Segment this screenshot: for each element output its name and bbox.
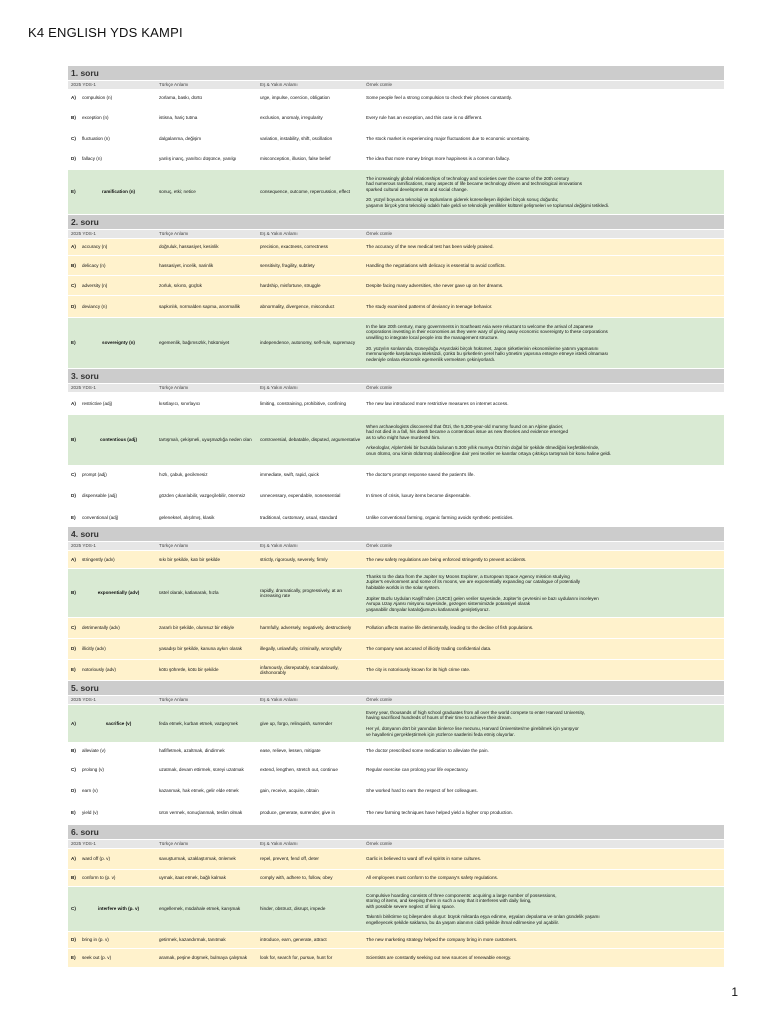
option-letter: D) [71,493,76,499]
turkish-meaning: hızlı, çabuk, gecikmesiz [159,471,208,477]
question-section [68,825,724,968]
header-example: Örnek cümle [366,231,393,237]
english-word: detrimentally (adv) [82,625,120,631]
word-row [68,509,724,527]
header-turkish: Türkçe Anlamı [159,543,189,549]
turkish-meaning: hassasiyet, incelik, narinlik [159,262,214,268]
option-letter: B) [71,437,76,443]
synonyms: precision, exactness, correctness [260,244,328,250]
synonyms: limiting, constraining, prohibitive, confining [260,400,347,406]
example-sentence: Some people feel a strong compulsion to check their phones constantly. [366,95,512,101]
word-row [68,618,724,639]
word-row [68,170,724,215]
english-word: yield (v) [82,810,99,816]
document-title: K4 ENGLISH YDS KAMPI [28,25,183,40]
word-row [68,932,724,949]
question-section [68,369,724,527]
word-row [68,466,724,484]
synonyms: traditional, customary, usual, standard [260,514,338,520]
turkish-meaning: egemenlik, bağımsızlık, hükümiyet [159,340,230,346]
option-letter: E) [71,667,76,673]
example-sentence: The new safety regulations are being enforced stringently to prevent accidents. [366,556,527,562]
turkish-meaning: yanlış inanç, yanıltıcı düşünce, yanılgı [159,156,237,162]
english-word: fallacy (n) [82,156,102,162]
synonyms: comply with, adhere to, follow, obey [260,875,333,881]
example-sentence: The doctor's prompt response saved the patient's life. [366,471,475,477]
option-letter: C) [71,906,76,912]
example-sentence: Compulsive hoarding consists of three components: acquiring a large number of possessions, storing of items, and keeping them in such a way that it interferes with daily living, with possible severe neglect of living space. Takıntılı biriktirme üç bileşenden oluşur: büyük miktarda eşya edinme, eşyaları depolama ve onları gündelik yaşamı engelleyecek şekilde saklama, bu da yaşam alanının ciddi şekilde ihmal edilmesine yol açabilir. [366,892,600,925]
turkish-meaning: yasadışı bir şekilde, kanuna aykırı olarak [159,646,242,652]
example-sentence: In the late 20th century, many governments in Southeast Asia were reluctant to welcome the arrival of Japanese corporations investing in their economies as they were wary of giving away economic sovereignty to these corporations unwilling to integrate local people into the management structure. 20. yüzyılın sonlarında, Güneydoğu Asya'daki birçok hükümet, Japon şirketlerinin ekonomilerine yatırım yapmasını memnuniyetle karşılamaya isteksizdi, çünkü bu şirketlerin yerel halkı yönetim yapısına entegre etmeye istekli olmaması nedeniyle onlara ekonomik egemenlik vermekten çekiniyorlardı. [366,324,609,362]
column-header-row [68,230,724,239]
vocabulary-table [68,66,724,968]
option-letter: A) [71,244,76,250]
turkish-meaning: istisna, hariç tutma [159,115,198,121]
english-word: ward off (p. v) [82,856,110,862]
header-source: 2025 YDS-1 [71,697,96,703]
option-letter: B) [71,590,76,596]
word-row [68,276,724,296]
example-sentence: Thanks to the data from the Jupiter Icy Moons Explorer, a European Space Agency mission studying Jupiter's environment and some of its moons, we are exponentially expanding our catalogue of potentially habitable worlds in the solar system. Jüpiter Buzlu Uyduları Kaşifi'nden (JUICE) gelen veriler sayesinde, Jüpiter'in çevresini ve bazı uydularını inceleyen Avrupa Uzay Ajansı misyonu sayesinde, gezegen sistemimizde potansiyel olarak yaşanabilir dünyalar kataloğumuzu katlanarak genişletiyoruz. [366,574,599,612]
example-sentence: The company was accused of illicitly trading confidential data. [366,646,492,652]
english-word: stringently (adv) [82,556,115,562]
word-row [68,743,724,760]
english-word: notoriously (adv) [82,667,116,673]
question-section [68,527,724,681]
word-row [68,149,724,170]
turkish-meaning: aramak, peşine düşmek, bulmaya çalışmak [159,955,248,961]
example-sentence: The idea that more money brings more happiness is a common fallacy. [366,156,510,162]
word-row [68,569,724,618]
question-section [68,215,724,369]
turkish-meaning: getirmek, kazandırmak, tanıtmak [159,937,226,943]
synonyms: immediate, swift, rapid, quick [260,471,319,477]
header-source: 2025 YDS-1 [71,841,96,847]
example-sentence: Despite facing many adversities, she never gave up on her dreams. [366,282,504,288]
option-letter: E) [71,340,76,346]
section-title: 4. soru [68,527,724,542]
option-letter: D) [71,303,76,309]
question-section [68,681,724,825]
header-turkish: Türkçe Anlamı [159,385,189,391]
english-word: deviancy (n) [82,303,108,309]
option-letter: A) [71,400,76,406]
example-sentence: The study examined patterns of deviancy in teenage behavior. [366,303,493,309]
header-synonyms: Eş & Yakın Anlamı [260,841,298,847]
example-sentence: The stock market is experiencing major fluctuations due to economic uncertainty. [366,136,531,142]
english-word: illicitly (adv) [82,646,106,652]
synonyms: repel, prevent, fend off, deter [260,856,319,862]
word-row [68,551,724,569]
english-word: delicacy (n) [82,262,106,268]
column-header-row [68,696,724,705]
synonyms: introduce, earn, generate, attract [260,937,327,943]
turkish-meaning: kötü şöhretle, kötü bir şekilde [159,667,219,673]
option-letter: C) [71,625,76,631]
synonyms: extend, lengthen, stretch out, continue [260,767,338,773]
header-synonyms: Eş & Yakın Anlamı [260,385,298,391]
example-sentence: Garlic is believed to ward off evil spirits in some cultures. [366,856,482,862]
header-example: Örnek cümle [366,82,393,88]
example-sentence: Pollution affects marine life detrimentally, leading to the decline of fish populations. [366,625,534,631]
option-letter: D) [71,788,76,794]
header-turkish: Türkçe Anlamı [159,841,189,847]
column-header-row [68,840,724,849]
example-sentence: When archaeologists discovered that Ötzi, the 5,300-year-old mummy found on an Alpine glacier, had not died in a fall, his death became a contentious issue as new theories and evidence emerged as to who might have murdered him. Arkeologlar, Alpler'deki bir buzulda bulunan 5.300 yıllık mumya Ötzi'nin doğal bir şekilde ölmediğini keşfettiklerinde, onun ölümü, onu kimin öldürmüş olabileceğine dair yeni teoriler ve kanıtlar ortaya çıktıkça tartışmalı bir konu haline geldi. [366,423,612,456]
english-word: compulsion (n) [82,95,113,101]
english-word: alleviate (v) [82,748,106,754]
header-source: 2025 YDS-1 [71,231,96,237]
header-source: 2025 YDS-1 [71,82,96,88]
english-word: restrictive (adj) [82,400,113,406]
synonyms: variation, instability, shift, oscillation [260,136,333,142]
word-row [68,849,724,870]
turkish-meaning: tartışmalı, çekişmeli, uyuşmazlığa neden olan [159,437,252,443]
example-sentence: Scientists are constantly seeking out new sources of renewable energy. [366,955,512,961]
turkish-meaning: feda etmek, kurban etmek, vazgeçmek [159,720,238,726]
turkish-meaning: hafifletmek, azaltmak, dindirmek [159,748,225,754]
header-source: 2025 YDS-1 [71,543,96,549]
english-word: conventional (adj) [82,514,119,520]
option-letter: C) [71,282,76,288]
synonyms: hinder, obstruct, disrupt, impede [260,906,326,912]
synonyms: consequence, outcome, repercussion, effect [260,189,351,195]
word-row [68,256,724,276]
turkish-meaning: zararlı bir şekilde, olumsuz bir etkiyle [159,625,235,631]
page-number: 1 [731,985,738,999]
turkish-meaning: gözden çıkarılabilir, vazgeçilebilir, önemsiz [159,493,246,499]
option-letter: E) [71,189,76,195]
section-title: 3. soru [68,369,724,384]
header-example: Örnek cümle [366,841,393,847]
section-title: 1. soru [68,66,724,81]
header-example: Örnek cümle [366,543,393,549]
english-word: dispensable (adj) [82,493,117,499]
word-row [68,239,724,256]
section-title: 6. soru [68,825,724,840]
english-word: prompt (adj) [82,471,107,477]
synonyms: controversial, debatable, disputed, argumentative [260,437,361,443]
header-source: 2025 YDS-1 [71,385,96,391]
turkish-meaning: zorlama, baskı, dürtü [159,95,202,101]
english-word: ramification (n) [101,189,136,195]
option-letter: C) [71,471,76,477]
synonyms: ease, relieve, lessen, mitigate [260,748,321,754]
word-row [68,90,724,107]
example-sentence: The new law introduced more restrictive measures on internet access. [366,400,509,406]
turkish-meaning: üstel olarak, katlanarak, hızla [159,590,219,596]
example-sentence: She worked hard to earn the respect of her colleagues. [366,788,478,794]
option-letter: A) [71,556,76,562]
turkish-meaning: engellemek, müdahale etmek, karışmak [159,906,241,912]
example-sentence: Every rule has an exception, and this case is no different. [366,115,483,121]
option-letter: A) [71,95,76,101]
turkish-meaning: uzatmak, devam ettirmek, süreyi uzatmak [159,767,244,773]
option-letter: B) [71,875,76,881]
option-letter: B) [71,748,76,754]
word-row [68,415,724,466]
turkish-meaning: dalgalanma, değişim [159,136,202,142]
word-row [68,318,724,369]
header-synonyms: Eş & Yakın Anlamı [260,82,298,88]
turkish-meaning: kısıtlayıcı, sınırlayıcı [159,400,201,406]
word-row [68,393,724,415]
word-row [68,870,724,887]
synonyms: give up, forgo, relinquish, surrender [260,720,333,726]
header-synonyms: Eş & Yakın Anlamı [260,231,298,237]
header-turkish: Türkçe Anlamı [159,82,189,88]
example-sentence: All employees must conform to the company's safety regulations. [366,875,499,881]
option-letter: E) [71,955,76,961]
synonyms: independence, autonomy, self-rule, supremacy [260,340,356,346]
turkish-meaning: zorluk, sıkıntı, güçlük [159,282,202,288]
english-word: bring in (p. v) [82,937,109,943]
synonyms: strictly, rigorously, severely, firmly [260,556,328,562]
option-letter: E) [71,810,76,816]
turkish-meaning: geleneksel, alışılmış, klasik [159,514,215,520]
column-header-row [68,384,724,393]
option-letter: C) [71,136,76,142]
column-header-row [68,81,724,90]
english-word: exception (n) [82,115,109,121]
word-row [68,760,724,781]
word-row [68,887,724,932]
option-letter: E) [71,514,76,520]
section-title: 2. soru [68,215,724,230]
english-word: interfere with (p. v) [97,906,140,912]
turkish-meaning: savuşturmak, uzaklaştırmak, önlemek [159,856,236,862]
english-word: sacrifice (v) [105,720,132,726]
english-word: seek out (p. v) [82,955,112,961]
word-row [68,781,724,802]
english-word: exponentially (adv) [97,590,140,596]
option-letter: B) [71,262,76,268]
word-row [68,130,724,149]
question-section [68,66,724,215]
word-row [68,660,724,681]
header-synonyms: Eş & Yakın Anlamı [260,543,298,549]
example-sentence: Regular exercise can prolong your life expectancy. [366,767,469,773]
option-letter: D) [71,646,76,652]
synonyms: produce, generate, surrender, give in [260,810,336,816]
synonyms: abnormality, divergence, misconduct [260,303,335,309]
synonyms: look for, search for, pursue, hunt for [260,955,333,961]
turkish-meaning: sapkınlık, normalden sapma, anormallik [159,303,240,309]
english-word: accuracy (n) [82,244,108,250]
english-word: contentious (adj) [99,437,137,443]
option-letter: A) [71,720,76,726]
example-sentence: The doctor prescribed some medication to alleviate the pain. [366,748,489,754]
turkish-meaning: ürün vermek, sonuçlanmak, teslim olmak [159,810,243,816]
option-letter: D) [71,156,76,162]
synonyms: harmfully, adversely, negatively, destructively [260,625,352,631]
turkish-meaning: uymak, itaat etmek, bağlı kalmak [159,875,226,881]
synonyms: infamously, disreputably, scandalously, dishonorably [260,664,339,675]
header-turkish: Türkçe Anlamı [159,697,189,703]
english-word: earn (v) [82,788,98,794]
option-letter: C) [71,767,76,773]
turkish-meaning: sıkı bir şekilde, katı bir şekilde [159,556,221,562]
synonyms: exclusion, anomaly, irregularity [260,115,323,121]
turkish-meaning: doğruluk, hassasiyet, kesinlik [159,244,219,250]
synonyms: gain, receive, acquire, obtain [260,788,319,794]
example-sentence: The increasingly global relationships of technology and societies over the course of the 20th century had numerous ramifications, many aspects of life became technology driven and technological innovations sparked cultural developments and social change. 20. yüzyıl boyunca teknoloji ve toplumların giderek küreselleşen ilişkileri birçok sonuç doğurdu; yaşamın birçok yönü teknoloji odaklı hale geldi ve teknolojik yenilikler kültürel gelişmeleri ve toplumsal değişimi tetikledi. [366,175,610,208]
example-sentence: The new farming techniques have helped yield a higher crop production. [366,810,513,816]
example-sentence: Unlike conventional farming, organic farming avoids synthetic pesticides. [366,514,514,520]
example-sentence: The new marketing strategy helped the company bring in more customers. [366,937,518,943]
english-word: conform to (p. v) [82,875,116,881]
english-word: prolong (v) [82,767,104,773]
option-letter: A) [71,856,76,862]
example-sentence: In times of crisis, luxury items become dispensable. [366,493,471,499]
english-word: sovereignty (n) [102,340,135,346]
word-row [68,802,724,825]
example-sentence: Handling the negotiations with delicacy is essential to avoid conflicts. [366,262,506,268]
english-word: fluctuation (n) [82,136,110,142]
word-row [68,949,724,968]
header-turkish: Türkçe Anlamı [159,231,189,237]
synonyms: illegally, unlawfully, criminally, wrongfully [260,646,342,652]
synonyms: unnecessary, expendable, nonessential [260,493,341,499]
word-row [68,296,724,318]
synonyms: hardship, misfortune, struggle [260,282,321,288]
turkish-meaning: sonuç, etki; netice [159,189,196,195]
option-letter: B) [71,115,76,121]
header-example: Örnek cümle [366,697,393,703]
column-header-row [68,542,724,551]
word-row [68,639,724,660]
option-letter: D) [71,937,76,943]
example-sentence: Every year, thousands of high school graduates from all over the world compete to enter Harvard University, having sacrificed hundreds of hours of their time to achieve their dream. Her yıl, dünyanın dört bir yanından binlerce lise mezunu, Harvard Üniversitesi'ne girebilmek için yarışıyor ve hayallerini gerçekleştirmek için yüzlerce saatlerini feda etmiş oluyorlar. [366,709,585,737]
synonyms: urge, impulse, coercion, obligation [260,95,330,101]
synonyms: sensitivity, fragility, subtlety [260,262,315,268]
word-row [68,107,724,130]
synonyms: misconception, illusion, false belief [260,156,331,162]
example-sentence: The city is notoriously known for its high crime rate. [366,667,471,673]
example-sentence: The accuracy of the new medical test has been widely praised. [366,244,494,250]
english-word: adversity (n) [82,282,108,288]
word-row [68,705,724,743]
section-title: 5. soru [68,681,724,696]
turkish-meaning: kazanmak, hak etmek, gelir elde etmek [159,788,239,794]
header-synonyms: Eş & Yakın Anlamı [260,697,298,703]
header-example: Örnek cümle [366,385,393,391]
synonyms: rapidly, dramatically, progressively, at an increasing rate [260,587,342,598]
word-row [68,484,724,509]
